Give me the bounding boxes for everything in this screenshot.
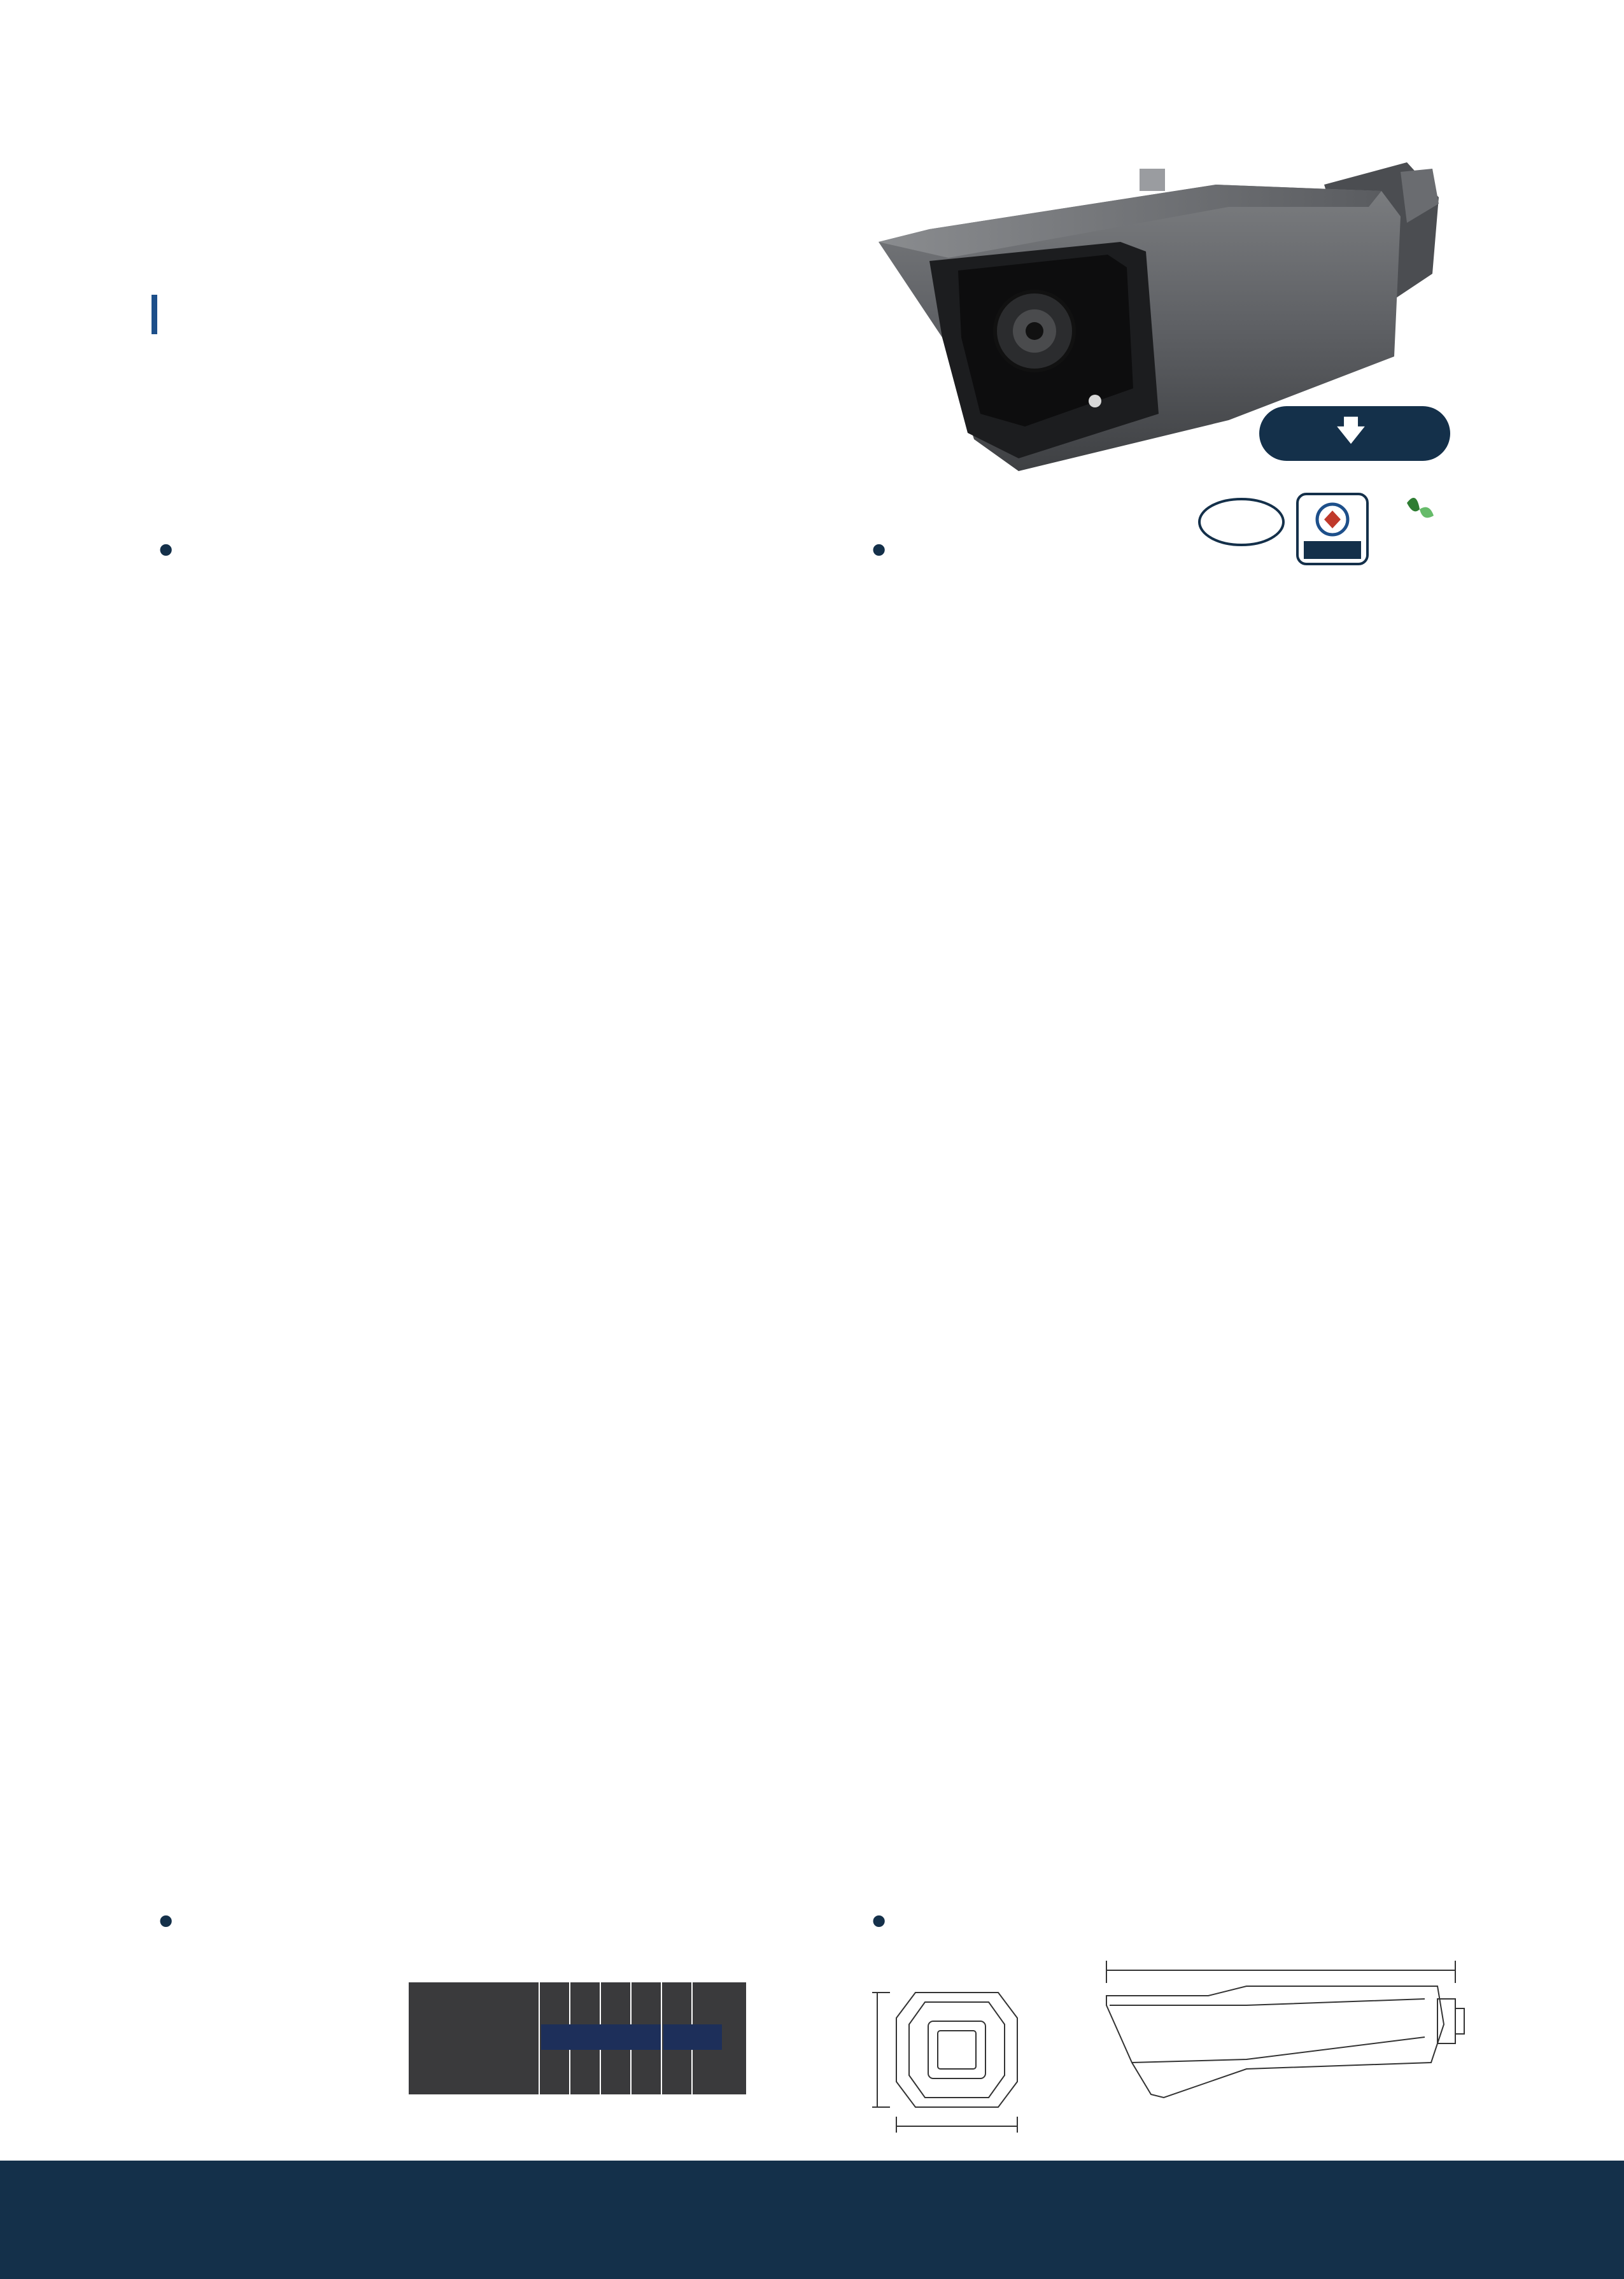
net-logo <box>1199 499 1283 545</box>
bullet-dot: • <box>155 532 178 570</box>
side-view <box>1106 1961 1464 2098</box>
front-view <box>872 1993 1017 2133</box>
identification-range-label <box>541 2024 661 2050</box>
subtitle-accent-bar <box>152 295 157 334</box>
certification-logos <box>1197 490 1464 573</box>
specifications-table <box>862 586 1469 1877</box>
ir-distance-chart <box>409 1954 746 2069</box>
bullet-dot: • <box>155 1903 178 1942</box>
ir-distance-heading <box>155 1903 183 1942</box>
ir-distance-bar <box>409 1982 746 2094</box>
bullet-dot: • <box>868 1903 891 1942</box>
down-arrow-icon: 🡇 <box>1336 414 1366 446</box>
startup-logo <box>1407 498 1434 518</box>
specifications-heading <box>868 532 896 570</box>
dimensions-drawing <box>865 1935 1469 2145</box>
subtitle-block <box>152 290 173 339</box>
footer-bar <box>0 2161 1624 2279</box>
drop-free-badge <box>1259 406 1450 461</box>
innovation-product-logo <box>1297 494 1367 564</box>
visual-range-label <box>663 2024 722 2050</box>
features-heading <box>155 532 183 570</box>
bullet-dot: • <box>868 532 891 570</box>
